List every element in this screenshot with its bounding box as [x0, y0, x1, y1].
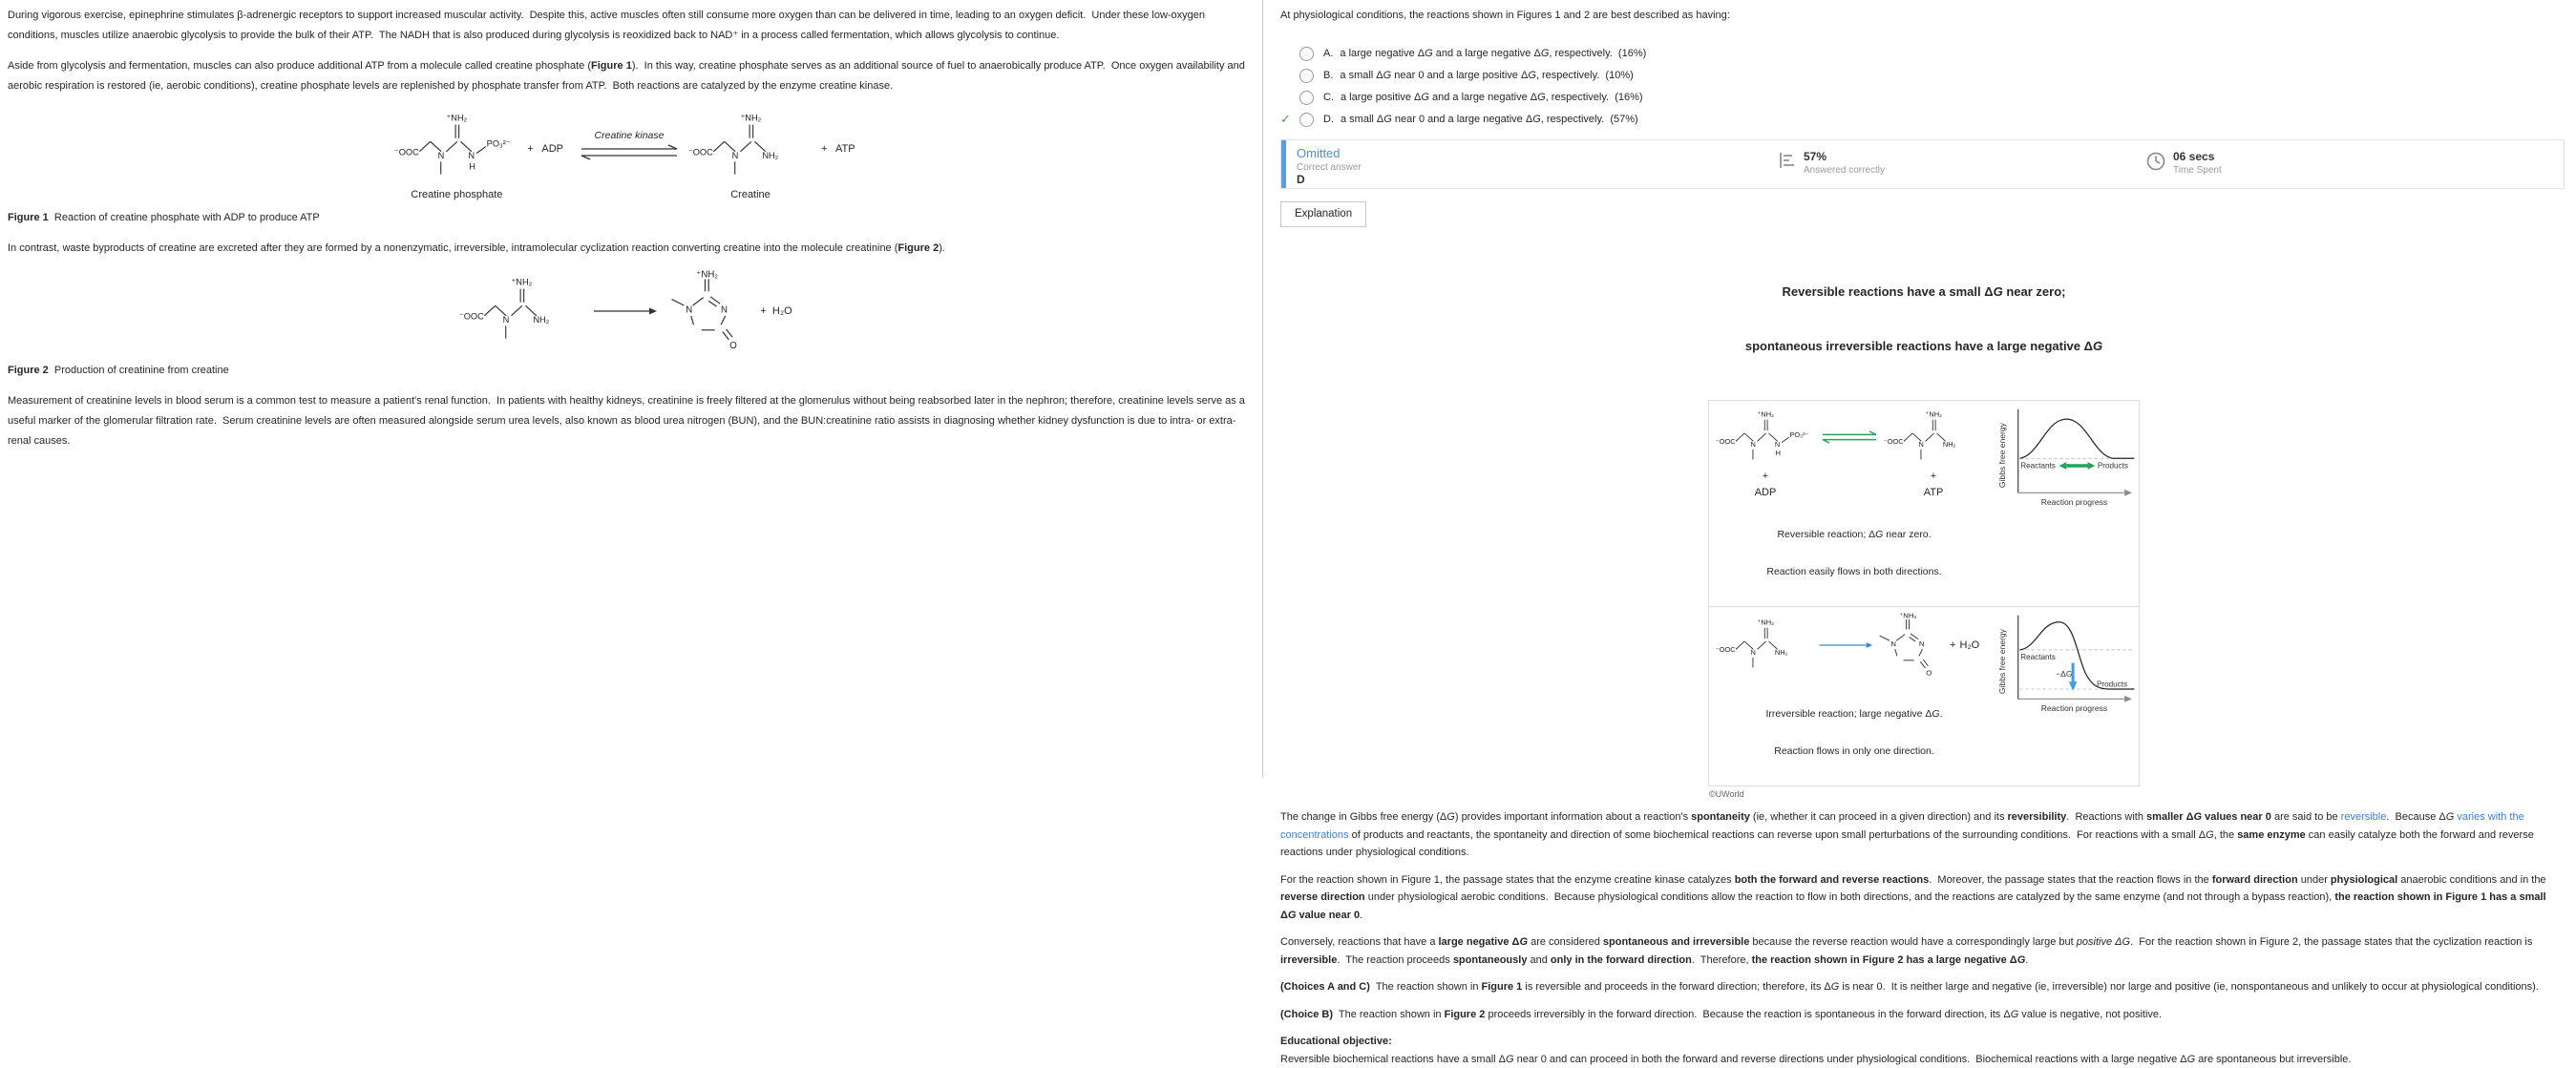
question-stem: At physiological conditions, the reactions shown in Figures 1 and 2 are best described as having:	[1280, 8, 2565, 23]
text-segment: Figure 1	[1482, 981, 1523, 993]
text-segment: reverse direction	[1280, 891, 1365, 903]
svg-text:PO₃²⁻: PO₃²⁻	[487, 139, 511, 149]
passage-paragraph-3	[8, 239, 1249, 259]
plus-atp-text: + ATP	[821, 143, 855, 155]
svg-text:N: N	[721, 304, 728, 315]
svg-text:NH₂: NH₂	[534, 315, 550, 325]
reversible-reaction-area	[1715, 406, 1994, 603]
text-segment: ). In this way, creatine phosphate serves as an additional source of fuel to anaerobically produce ATP. Once oxygen availability and aerobic respiration is restored (ie, aerobic conditions), creatine phosphate levels are replenished by phosphate transfer from ATP. Both reactions are catalyzed by the enzyme creatine kinase.	[8, 60, 1248, 92]
text-segment: Figure 1	[591, 60, 632, 72]
svg-text:N: N	[732, 151, 739, 160]
svg-text:⁻OOC: ⁻OOC	[688, 147, 713, 157]
result-accent-bar	[1281, 140, 1286, 188]
tab-bar	[1280, 201, 2565, 227]
text-segment: Reversible reaction; Δ	[1777, 529, 1875, 540]
radio-option-a[interactable]	[1299, 47, 1314, 61]
svg-text:⁺NH₂: ⁺NH₂	[1926, 409, 1943, 418]
time-spent-value: 06 secs	[2173, 150, 2222, 163]
text-segment: G	[1875, 529, 1883, 540]
text-segment: positive Δ	[2077, 936, 2122, 948]
text-segment: Figure 1	[8, 212, 49, 223]
tab-explanation[interactable]: Explanation	[1280, 201, 1366, 227]
svg-text:N: N	[1750, 440, 1755, 449]
caption-line: Reaction easily flows in both directions.	[1715, 566, 1994, 578]
text-segment: , respectively. (10%)	[1536, 70, 1634, 81]
answer-option-a[interactable]	[1280, 46, 2565, 61]
text-segment: spontaneous irreversible reactions have a large negative Δ	[1745, 339, 2093, 353]
text-segment: Figure 2	[1445, 1009, 1486, 1020]
figure-2-caption	[8, 361, 1249, 381]
time-spent-label: Time Spent	[2173, 165, 2222, 176]
creatine-phosphate-label: Creatine phosphate	[411, 189, 502, 200]
creatine-skeleton	[1715, 614, 1816, 678]
time-spent-group	[2145, 140, 2222, 188]
text-segment: In contrast, waste byproducts of creatine are excreted after they are formed by a nonenzymatic, irreversible, intramolecular cyclization reaction converting creatine into the molecule creatinine (	[8, 242, 897, 254]
text-segment: spontaneity	[1691, 811, 1750, 823]
creatine-label: Creatine	[730, 189, 771, 200]
text-segment: large negative Δ	[1439, 936, 1520, 948]
svg-text:Products: Products	[2098, 462, 2128, 471]
svg-text:Reactants: Reactants	[2020, 653, 2056, 661]
text-segment: of products and reactants, the spontaneity and direction of some biochemical reactions can reverse upon small perturbations of the surrounding conditions. For reactions with a small Δ	[1349, 829, 2206, 841]
creatine-phosphate-skeleton	[1715, 406, 1816, 470]
svg-text:−ΔG: −ΔG	[2056, 669, 2073, 679]
text-segment: G	[1383, 114, 1392, 125]
creatine-with-atp	[1883, 406, 1984, 499]
text-segment: are said to be	[2271, 811, 2341, 823]
reversible-caption	[1715, 504, 1994, 603]
creatine-structure	[687, 107, 813, 200]
answer-option-d[interactable]	[1280, 112, 2565, 127]
creatine-skeleton-2	[458, 271, 584, 351]
text-segment: G	[1537, 92, 1546, 103]
text-segment: G	[1541, 48, 1550, 59]
explanation-figure-title	[1708, 246, 2140, 391]
creatine-skeleton	[1883, 406, 1984, 470]
equilibrium-arrow-group	[577, 130, 682, 162]
svg-text:PO₃²⁻: PO₃²⁻	[1789, 430, 1808, 439]
explanation-figure	[1708, 246, 2140, 799]
figure-2-image	[8, 269, 1249, 353]
text-segment: value near 0	[1296, 910, 1360, 921]
explanation-choices-ac	[1280, 978, 2565, 996]
svg-text:N: N	[469, 151, 475, 160]
explanation-paragraph-3	[1280, 933, 2565, 969]
text-segment: a small Δ	[1341, 114, 1383, 125]
text-segment: the reaction shown in Figure 2 has a large negative Δ	[1752, 954, 2017, 966]
result-summary-box	[1280, 139, 2565, 189]
figure-1-caption	[8, 208, 1249, 228]
svg-text:⁺NH₂: ⁺NH₂	[512, 277, 533, 286]
text-segment: Figure 2	[8, 365, 49, 376]
right-arrow-icon	[592, 305, 659, 317]
text-segment: near zero;	[2003, 284, 2066, 299]
svg-text:Products: Products	[2097, 680, 2127, 688]
text-segment: . The reaction proceeds	[1337, 954, 1452, 966]
text-segment: . Moreover, the passage states that the reaction flows in the	[1929, 874, 2212, 886]
reversible-energy-diagram	[1994, 406, 2137, 509]
creatine-phosphate-structure	[393, 107, 519, 200]
text-segment: Conversely, reactions that have a	[1280, 936, 1439, 948]
svg-text:⁻OOC: ⁻OOC	[394, 147, 419, 157]
text-segment: Irreversible reaction; large negative Δ	[1765, 708, 1932, 720]
svg-text:Gibbs free energy: Gibbs free energy	[1997, 422, 2007, 488]
text-segment: G	[2093, 339, 2102, 353]
svg-text:Reactants: Reactants	[2020, 462, 2056, 471]
radio-option-b[interactable]	[1299, 69, 1314, 83]
svg-text:N: N	[1919, 639, 1925, 648]
svg-text:N: N	[686, 304, 693, 315]
text-segment: Aside from glycolysis and fermentation, muscles can also produce additional ATP from a molecule called creatine phosphate (	[8, 60, 591, 72]
text-segment: a small Δ	[1340, 70, 1383, 81]
text-segment: G	[1994, 284, 2003, 299]
text-segment: near 0 and can proceed in both the forward and reverse directions under physiological conditions. Biochemical reactions with a large negative Δ	[1514, 1054, 2187, 1065]
text-segment: a large negative Δ	[1340, 48, 1425, 59]
svg-text:NH₂: NH₂	[1943, 440, 1956, 449]
text-segment: , respectively. (16%)	[1549, 48, 1646, 59]
percent-correct-value: 57%	[1804, 150, 1885, 163]
svg-text:N: N	[1750, 648, 1755, 657]
svg-text:⁺NH₂: ⁺NH₂	[697, 270, 719, 281]
text-segment: and	[1527, 954, 1550, 966]
text-segment: physiological	[2331, 874, 2397, 886]
text-segment: Production of creatinine from creatine	[49, 365, 229, 376]
text-segment: Educational objective:	[1280, 1036, 1392, 1047]
correct-answer-value: D	[1297, 173, 1778, 186]
answer-options	[1280, 46, 2565, 127]
svg-text:NH₂: NH₂	[1775, 648, 1788, 657]
svg-text:⁺NH₂: ⁺NH₂	[1758, 409, 1775, 418]
radio-option-d[interactable]	[1299, 113, 1314, 127]
text-segment: G	[1528, 70, 1536, 81]
svg-text:O: O	[1926, 668, 1932, 677]
irreversible-caption	[1715, 683, 1994, 783]
text-segment: G	[1519, 936, 1528, 948]
text-segment: G	[2206, 829, 2214, 841]
svg-text:⁺NH₂: ⁺NH₂	[1758, 618, 1775, 626]
text-segment: G	[1446, 811, 1455, 823]
svg-text:⁻OOC: ⁻OOC	[459, 311, 484, 321]
text-segment: only in the forward direction	[1551, 954, 1692, 966]
text-segment: is reversible and proceeds in the forward direction; therefore, its Δ	[1522, 981, 1830, 993]
svg-text:⁺NH₂: ⁺NH₂	[1899, 612, 1916, 620]
text-segment: ) provides important information about a reaction's	[1455, 811, 1691, 823]
text-segment: (ie, whether it can proceed in a given direction) and its	[1750, 811, 2008, 823]
svg-text:Reaction progress: Reaction progress	[2041, 497, 2108, 507]
text-segment: Reversible biochemical reactions have a small Δ	[1280, 1054, 1506, 1065]
text-segment: Reaction of creatine phosphate with ADP to produce ATP	[49, 212, 320, 223]
irreversible-reaction-row	[1709, 606, 2139, 785]
svg-text:H: H	[1776, 449, 1781, 457]
blue-arrow-icon	[1818, 639, 1873, 651]
answer-option-b[interactable]	[1280, 68, 2565, 83]
text-segment: G	[1383, 70, 1392, 81]
plus-h2o-text: + H₂O	[760, 305, 792, 317]
svg-text:Gibbs free energy: Gibbs free energy	[1997, 628, 2007, 694]
text-segment: G	[2122, 936, 2131, 948]
answer-option-c[interactable]	[1280, 90, 2565, 105]
creatine-kinase-label: Creatine kinase	[595, 130, 665, 141]
text-segment: . Therefore,	[1692, 954, 1752, 966]
uworld-copyright: ©UWorld	[1709, 789, 2140, 799]
plus-sign: +	[1763, 471, 1768, 483]
text-segment: (Choice B)	[1280, 1009, 1333, 1020]
text-segment: and a large negative Δ	[1429, 92, 1537, 103]
option-text	[1340, 48, 1646, 59]
figure-title-line-1	[1708, 283, 2140, 301]
inline-link[interactable]: varies with the concentrations	[1280, 811, 2527, 841]
text-segment: .	[1940, 708, 1943, 720]
svg-text:N: N	[438, 151, 445, 160]
text-segment: and a large negative Δ	[1433, 48, 1541, 59]
clock-icon	[2145, 151, 2166, 172]
text-segment: are spontaneous but irreversible.	[2195, 1054, 2351, 1065]
svg-text:N: N	[1775, 440, 1780, 449]
text-segment: G	[1425, 48, 1433, 59]
text-segment: G	[1421, 92, 1429, 103]
passage-panel	[0, 0, 1263, 778]
percent-correct-label: Answered correctly	[1804, 165, 1885, 176]
svg-text:NH₂: NH₂	[762, 151, 778, 160]
text-segment: smaller Δ	[2146, 811, 2194, 823]
text-segment: .	[1360, 910, 1362, 921]
option-letter: D.	[1323, 114, 1334, 125]
svg-text:N: N	[503, 315, 510, 325]
svg-text:N: N	[1890, 639, 1896, 648]
text-segment: G	[1288, 910, 1297, 921]
status-omitted: Omitted	[1297, 146, 1778, 160]
inline-link[interactable]: reversible	[2341, 811, 2387, 823]
text-segment: near zero.	[1883, 529, 1931, 540]
text-segment: The reaction shown in	[1370, 981, 1482, 993]
question-panel	[1263, 0, 2576, 778]
text-segment: G	[2017, 954, 2026, 966]
text-segment: The reaction shown in	[1333, 1009, 1445, 1020]
text-segment: The change in Gibbs free energy (Δ	[1280, 811, 1446, 823]
text-segment: G	[2187, 1054, 2196, 1065]
option-letter: B.	[1323, 70, 1333, 81]
explanation-figure-box	[1708, 400, 2140, 786]
text-segment: values near 0	[2202, 811, 2271, 823]
result-status-group	[1281, 140, 1778, 188]
creatine-phosphate-skeleton	[393, 107, 519, 187]
svg-text:O: O	[730, 341, 738, 351]
option-letter: A.	[1323, 48, 1333, 59]
option-letter: C.	[1323, 92, 1334, 103]
correct-check-icon: ✓	[1280, 112, 1299, 127]
text-segment: near 0 and a large negative Δ	[1392, 114, 1532, 125]
option-text	[1341, 92, 1643, 103]
creatinine-skeleton	[1875, 612, 1946, 679]
text-segment: (Choices A and C)	[1280, 981, 1370, 993]
text-segment: the reaction shown in Figure 1 has a small Δ	[1280, 891, 2549, 921]
explanation-choice-b	[1280, 1006, 2565, 1024]
text-segment: irreversible	[1280, 954, 1337, 966]
adp-label: ADP	[1755, 487, 1777, 499]
creatine-skeleton	[687, 107, 813, 187]
text-segment: because the reverse reaction would have a correspondingly large but	[1749, 936, 2076, 948]
svg-text:⁺NH₂: ⁺NH₂	[447, 113, 468, 122]
text-segment: G	[1932, 708, 1939, 720]
text-segment: are considered	[1528, 936, 1603, 948]
text-segment: . Because Δ	[2386, 811, 2445, 823]
text-segment: , respectively. (16%)	[1546, 92, 1643, 103]
percent-correct-group	[1778, 140, 2145, 188]
equilibrium-arrows-icon	[577, 143, 682, 162]
option-text	[1341, 114, 1638, 125]
bar-chart-icon	[1778, 151, 1797, 170]
svg-text:N: N	[1918, 440, 1923, 449]
caption-line	[1715, 708, 1994, 721]
educational-objective-text	[1280, 1051, 2565, 1068]
svg-text:⁻OOC: ⁻OOC	[1716, 437, 1736, 446]
h2o-label: H₂O	[1959, 639, 1979, 651]
text-segment: Figure 2	[897, 242, 939, 254]
green-equilibrium-arrows-icon	[1820, 430, 1879, 444]
educational-objective-heading	[1280, 1033, 2565, 1051]
plus-sign: +	[1950, 639, 1955, 651]
atp-label: ATP	[1924, 487, 1944, 499]
passage-paragraph-2	[8, 56, 1249, 96]
text-segment: G	[2446, 811, 2455, 823]
text-segment: near 0 and a large positive Δ	[1391, 70, 1528, 81]
text-segment: G	[2194, 811, 2203, 823]
passage-paragraph-4: Measurement of creatinine levels in blood serum is a common test to measure a patient's renal function. In patients with healthy kidneys, creatinine is freely filtered at the glomerulus without being reabsorbed later in the nephron; therefore, creatinine levels serve as a useful marker of the glomerular filtration rate. Serum creatinine levels are often measured alongside serum urea levels, also known as blood urea nitrogen (BUN), and the BUN:creatinine ratio assists in diagnosing whether kidney dysfunction is due to intra- or extra-renal causes.	[8, 391, 1249, 451]
text-segment: Reversible reactions have a small Δ	[1783, 284, 1994, 299]
text-segment: . Reactions with	[2066, 811, 2146, 823]
creatine-phosphate-with-adp	[1715, 406, 1816, 499]
text-segment: .	[2025, 954, 2028, 966]
text-segment: For the reaction shown in Figure 1, the passage states that the enzyme creatine kinase catalyzes	[1280, 874, 1735, 886]
text-segment: forward direction	[2212, 874, 2298, 886]
radio-option-c[interactable]	[1299, 91, 1314, 105]
text-segment: G	[1831, 981, 1840, 993]
text-segment: under physiological aerobic conditions. Because physiological conditions allow the reaction to flow in both directions, and the reactions are catalyzed by the same enzyme (and not through a bypass reaction),	[1365, 891, 2335, 903]
text-segment: reversibility	[2008, 811, 2067, 823]
irreversible-reaction-area	[1715, 612, 1994, 783]
text-segment: can easily catalyze both the forward and reverse reactions under physiological conditions.	[1280, 829, 2537, 859]
caption-line: Reaction flows in only one direction.	[1715, 745, 1994, 758]
irreversible-energy-diagram	[1994, 612, 2137, 715]
text-segment: ).	[939, 242, 945, 254]
text-segment: proceeds irreversibly in the forward direction. Because the reaction is spontaneous in the forward direction, its Δ	[1485, 1009, 2010, 1020]
text-segment: anaerobic conditions and in the	[2397, 874, 2548, 886]
svg-text:Reaction progress: Reaction progress	[2041, 703, 2108, 713]
creatinine-skeleton	[666, 269, 754, 353]
text-segment: , the	[2214, 829, 2237, 841]
text-segment: both the forward and reverse reactions	[1735, 874, 1930, 886]
text-segment: same enzyme	[2237, 829, 2306, 841]
svg-text:⁻OOC: ⁻OOC	[1884, 437, 1904, 446]
correct-answer-label: Correct answer	[1297, 162, 1778, 173]
text-segment: a large positive Δ	[1341, 92, 1421, 103]
svg-text:H: H	[470, 161, 476, 171]
explanation-paragraph-2	[1280, 871, 2565, 925]
text-segment: is near 0. It is neither large and negative (ie, irreversible) nor large and positive (ie, nonspontaneous and unlikely to occur at physiological conditions).	[1839, 981, 2539, 993]
option-text	[1340, 70, 1633, 81]
text-segment: spontaneous and irreversible	[1603, 936, 1749, 948]
reversible-reaction-row	[1709, 401, 2139, 606]
text-segment: value is negative, not positive.	[2018, 1009, 2162, 1020]
text-segment: G	[2011, 1009, 2019, 1020]
text-segment: G	[1532, 114, 1541, 125]
plus-sign: +	[1931, 471, 1936, 483]
explanation-paragraph-1	[1280, 808, 2565, 862]
svg-text:⁻OOC: ⁻OOC	[1716, 645, 1736, 654]
svg-text:⁺NH₂: ⁺NH₂	[740, 113, 761, 122]
text-segment: , respectively. (57%)	[1541, 114, 1638, 125]
plus-adp-text: + ADP	[527, 143, 563, 155]
text-segment: under	[2298, 874, 2331, 886]
text-segment: spontaneously	[1453, 954, 1528, 966]
caption-line	[1715, 529, 1994, 541]
text-segment: . For the reaction shown in Figure 2, the passage states that the cyclization reaction is	[2130, 936, 2535, 948]
text-segment: G	[1506, 1054, 1514, 1065]
passage-paragraph-1: During vigorous exercise, epinephrine stimulates β-adrenergic receptors to support increased muscular activity. Despite this, active muscles often still consume more oxygen than can be delivered in time, leading to an oxygen deficit. Under these low-oxygen conditions, muscles utilize anaerobic glycolysis to provide the bulk of their ATP. The NADH that is also produced during glycolysis is reoxidized back to NAD⁺ in a process called fermentation, which allows glycolysis to continue.	[8, 6, 1249, 46]
figure-1-image	[8, 107, 1249, 200]
figure-title-line-2	[1708, 337, 2140, 355]
